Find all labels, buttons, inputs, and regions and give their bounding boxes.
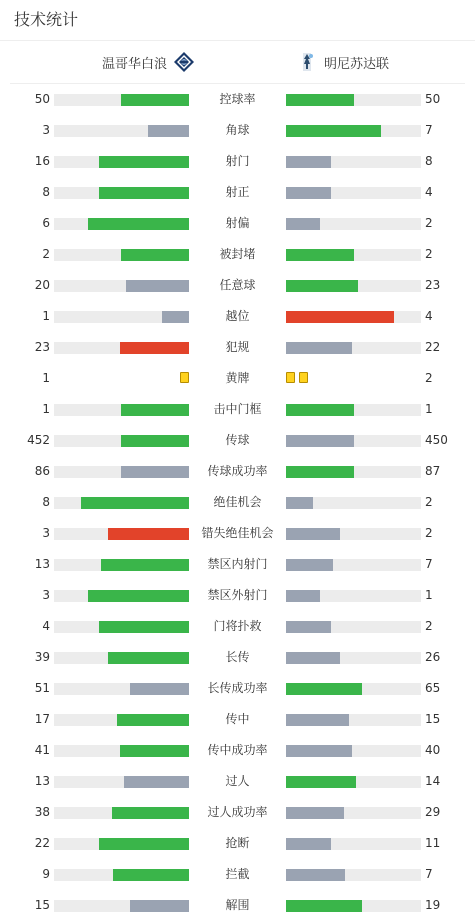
away-stat-value: 65 bbox=[425, 681, 441, 695]
away-stat-bar bbox=[286, 714, 421, 726]
away-stat-bar-fill bbox=[286, 497, 313, 509]
home-stat-value: 51 bbox=[34, 681, 50, 695]
stat-label: 传球 bbox=[225, 433, 250, 447]
home-stat-bar-fill bbox=[130, 900, 189, 912]
home-stat-value: 22 bbox=[34, 836, 50, 850]
home-stat-bar-fill bbox=[121, 466, 189, 478]
away-stat-bar-fill bbox=[286, 714, 349, 726]
away-stat-bar bbox=[286, 156, 421, 168]
home-stat-value: 4 bbox=[42, 619, 50, 633]
stat-row bbox=[0, 766, 475, 797]
away-stat-bar-fill bbox=[286, 466, 354, 478]
home-stat-bar-fill bbox=[120, 342, 189, 354]
home-stat-value: 13 bbox=[34, 557, 50, 571]
stat-row bbox=[0, 270, 475, 301]
stat-label: 传中成功率 bbox=[207, 743, 268, 757]
home-stat-value: 50 bbox=[34, 92, 50, 106]
home-stat-value: 1 bbox=[42, 309, 50, 323]
away-stat-bar-fill bbox=[286, 528, 340, 540]
stat-row bbox=[0, 84, 475, 115]
stat-row bbox=[0, 301, 475, 332]
stat-row bbox=[0, 425, 475, 456]
away-stat-bar bbox=[286, 187, 421, 199]
home-stat-bar-fill bbox=[108, 652, 189, 664]
away-stat-bar-fill bbox=[286, 187, 331, 199]
home-stat-value: 2 bbox=[42, 247, 50, 261]
away-stat-bar-fill bbox=[286, 311, 394, 323]
stat-row bbox=[0, 735, 475, 766]
home-stat-bar-fill bbox=[108, 528, 189, 540]
home-stat-bar bbox=[54, 714, 189, 726]
home-stat-bar bbox=[54, 497, 189, 509]
home-stat-value: 8 bbox=[42, 185, 50, 199]
away-stat-value: 4 bbox=[425, 185, 433, 199]
away-stat-bar bbox=[286, 776, 421, 788]
home-stat-value: 3 bbox=[42, 123, 50, 137]
away-stat-bar bbox=[286, 559, 421, 571]
home-stat-value: 20 bbox=[34, 278, 50, 292]
stat-label: 黄牌 bbox=[225, 371, 250, 385]
stat-label: 犯规 bbox=[225, 340, 250, 354]
away-stat-bar bbox=[286, 125, 421, 137]
stat-label: 传球成功率 bbox=[207, 464, 268, 478]
away-stat-bar bbox=[286, 249, 421, 261]
stat-row bbox=[0, 890, 475, 921]
stat-row bbox=[0, 115, 475, 146]
stat-row bbox=[0, 828, 475, 859]
home-team-name: 温哥华白浪 bbox=[102, 56, 168, 72]
home-stat-value: 1 bbox=[42, 371, 50, 385]
home-stat-bar-fill bbox=[121, 249, 189, 261]
stat-row bbox=[0, 332, 475, 363]
home-stat-bar-fill bbox=[99, 187, 189, 199]
away-stat-bar bbox=[286, 838, 421, 850]
away-stat-bar bbox=[286, 280, 421, 292]
away-stat-value: 22 bbox=[425, 340, 441, 354]
home-stat-bar bbox=[54, 900, 189, 912]
away-stat-value: 7 bbox=[425, 867, 433, 881]
stat-label: 绝佳机会 bbox=[213, 495, 262, 509]
away-stat-value: 7 bbox=[425, 557, 433, 571]
home-stat-bar-fill bbox=[112, 807, 189, 819]
home-stat-bar-fill bbox=[99, 838, 189, 850]
home-stat-value: 8 bbox=[42, 495, 50, 509]
home-stat-bar-fill bbox=[113, 869, 189, 881]
away-stat-value: 2 bbox=[425, 247, 433, 261]
home-stat-bar-fill bbox=[88, 590, 189, 602]
stat-row bbox=[0, 704, 475, 735]
home-stat-bar bbox=[54, 590, 189, 602]
home-stat-bar bbox=[54, 280, 189, 292]
home-stat-value: 16 bbox=[34, 154, 50, 168]
home-stat-value: 38 bbox=[34, 805, 50, 819]
stat-label: 过人成功率 bbox=[207, 805, 268, 819]
stat-label: 击中门框 bbox=[213, 402, 262, 416]
home-stat-bar-fill bbox=[99, 621, 189, 633]
home-stat-bar-fill bbox=[81, 497, 189, 509]
yellow-card-icon bbox=[299, 372, 308, 383]
away-stat-bar bbox=[286, 497, 421, 509]
away-team[interactable] bbox=[296, 51, 389, 73]
away-stat-value: 29 bbox=[425, 805, 441, 819]
home-stat-bar-fill bbox=[88, 218, 189, 230]
away-stat-bar bbox=[286, 590, 421, 602]
away-stat-value: 1 bbox=[425, 402, 433, 416]
away-stat-bar-fill bbox=[286, 249, 354, 261]
stat-label: 长传成功率 bbox=[207, 681, 268, 695]
home-stat-value: 86 bbox=[34, 464, 50, 478]
away-stat-bar-fill bbox=[286, 218, 320, 230]
stat-row bbox=[0, 487, 475, 518]
away-stat-value: 19 bbox=[425, 898, 441, 912]
away-stat-bar bbox=[286, 342, 421, 354]
away-stat-value: 50 bbox=[425, 92, 441, 106]
away-stat-bar bbox=[286, 621, 421, 633]
stat-label: 传中 bbox=[225, 712, 250, 726]
away-stat-value: 87 bbox=[425, 464, 441, 478]
away-stat-bar-fill bbox=[286, 621, 331, 633]
home-stat-bar bbox=[54, 869, 189, 881]
away-stat-value: 40 bbox=[425, 743, 441, 757]
away-stat-bar bbox=[286, 900, 421, 912]
away-team-logo-icon bbox=[296, 51, 318, 73]
home-stat-bar bbox=[54, 745, 189, 757]
home-stat-bar-fill bbox=[121, 404, 189, 416]
away-stat-bar-fill bbox=[286, 94, 354, 106]
home-stat-value: 3 bbox=[42, 526, 50, 540]
away-stat-bar-fill bbox=[286, 683, 362, 695]
stat-label: 解围 bbox=[225, 898, 250, 912]
home-stat-bar bbox=[54, 311, 189, 323]
away-stat-bar bbox=[286, 683, 421, 695]
stat-row bbox=[0, 642, 475, 673]
away-stat-bar-fill bbox=[286, 404, 354, 416]
home-stat-bar-fill bbox=[101, 559, 189, 571]
stat-label: 被封堵 bbox=[219, 247, 256, 261]
teams-header bbox=[10, 41, 465, 84]
away-stat-bar bbox=[286, 94, 421, 106]
away-stat-bar bbox=[286, 652, 421, 664]
home-stat-bar-fill bbox=[148, 125, 189, 137]
away-stat-bar bbox=[286, 311, 421, 323]
away-stat-value: 8 bbox=[425, 154, 433, 168]
stat-row bbox=[0, 394, 475, 425]
away-stat-bar bbox=[286, 528, 421, 540]
away-stat-bar-fill bbox=[286, 807, 344, 819]
away-stat-bar bbox=[286, 745, 421, 757]
away-stat-bar-fill bbox=[286, 900, 362, 912]
away-stat-bar bbox=[286, 404, 421, 416]
home-stat-bar bbox=[54, 776, 189, 788]
home-stat-bar-fill bbox=[120, 745, 189, 757]
home-stat-value: 9 bbox=[42, 867, 50, 881]
away-stat-bar-fill bbox=[286, 280, 358, 292]
home-team-logo-icon bbox=[173, 51, 195, 73]
stat-label: 角球 bbox=[225, 123, 250, 137]
home-stat-bar bbox=[54, 156, 189, 168]
stat-label: 过人 bbox=[225, 774, 250, 788]
away-stat-bar-fill bbox=[286, 559, 333, 571]
home-stat-value: 23 bbox=[34, 340, 50, 354]
home-stat-bar-fill bbox=[162, 311, 189, 323]
away-stat-bar bbox=[286, 218, 421, 230]
yellow-card-icon bbox=[286, 372, 295, 383]
stat-row bbox=[0, 363, 475, 394]
away-stat-value: 11 bbox=[425, 836, 441, 850]
away-stat-bar-fill bbox=[286, 776, 356, 788]
away-stat-value: 2 bbox=[425, 216, 433, 230]
page-title: 技术统计 bbox=[0, 0, 475, 41]
stat-label: 越位 bbox=[225, 309, 250, 323]
stat-row bbox=[0, 797, 475, 828]
home-stat-value: 39 bbox=[34, 650, 50, 664]
stat-label: 禁区内射门 bbox=[207, 557, 268, 571]
home-stat-bar-fill bbox=[130, 683, 189, 695]
home-stat-bar bbox=[54, 559, 189, 571]
away-stat-bar bbox=[286, 869, 421, 881]
home-stat-bar bbox=[54, 94, 189, 106]
away-stat-value: 450 bbox=[425, 433, 448, 447]
away-stat-bar-fill bbox=[286, 652, 340, 664]
home-stat-bar bbox=[54, 528, 189, 540]
home-stat-bar bbox=[54, 652, 189, 664]
stat-row bbox=[0, 208, 475, 239]
stat-row bbox=[0, 611, 475, 642]
away-stat-bar bbox=[286, 435, 421, 447]
home-stat-value: 13 bbox=[34, 774, 50, 788]
stat-label: 射门 bbox=[225, 154, 250, 168]
away-stat-bar-fill bbox=[286, 869, 345, 881]
stat-label: 错失绝佳机会 bbox=[201, 526, 274, 540]
away-stat-value: 2 bbox=[425, 619, 433, 633]
away-stat-value: 23 bbox=[425, 278, 441, 292]
away-stat-value: 14 bbox=[425, 774, 441, 788]
away-stat-bar-fill bbox=[286, 590, 320, 602]
stat-row bbox=[0, 518, 475, 549]
stat-row bbox=[0, 456, 475, 487]
stat-label: 长传 bbox=[225, 650, 250, 664]
stat-label: 射正 bbox=[225, 185, 250, 199]
home-stat-bar bbox=[54, 342, 189, 354]
home-stat-bar-fill bbox=[121, 435, 189, 447]
home-stat-bar-fill bbox=[124, 776, 189, 788]
home-team[interactable] bbox=[102, 51, 195, 73]
stat-row bbox=[0, 549, 475, 580]
home-stat-bar bbox=[54, 838, 189, 850]
stats-list bbox=[0, 84, 475, 921]
away-stat-value: 15 bbox=[425, 712, 441, 726]
away-stat-value: 2 bbox=[425, 371, 433, 385]
away-stat-value: 26 bbox=[425, 650, 441, 664]
home-stat-bar bbox=[54, 466, 189, 478]
home-stat-bar bbox=[54, 683, 189, 695]
away-stat-bar-fill bbox=[286, 125, 381, 137]
stat-label: 抢断 bbox=[225, 836, 250, 850]
home-stat-bar-fill bbox=[99, 156, 189, 168]
home-stat-bar bbox=[54, 435, 189, 447]
home-stat-value: 3 bbox=[42, 588, 50, 602]
home-stat-value: 17 bbox=[34, 712, 50, 726]
away-stat-bar bbox=[286, 466, 421, 478]
away-stat-bar-fill bbox=[286, 342, 352, 354]
away-stat-bar-fill bbox=[286, 838, 331, 850]
home-yellow-cards bbox=[180, 372, 189, 383]
away-stat-bar-fill bbox=[286, 435, 354, 447]
away-stat-bar-fill bbox=[286, 745, 352, 757]
away-team-name: 明尼苏达联 bbox=[324, 56, 390, 72]
home-stat-bar bbox=[54, 404, 189, 416]
stat-label: 控球率 bbox=[219, 92, 256, 106]
stat-row bbox=[0, 239, 475, 270]
stat-label: 门将扑救 bbox=[213, 619, 262, 633]
yellow-card-icon bbox=[180, 372, 189, 383]
away-stat-value: 4 bbox=[425, 309, 433, 323]
home-stat-value: 15 bbox=[34, 898, 50, 912]
stat-label: 禁区外射门 bbox=[207, 588, 268, 602]
home-stat-value: 1 bbox=[42, 402, 50, 416]
home-stat-bar-fill bbox=[126, 280, 189, 292]
home-stat-bar-fill bbox=[117, 714, 189, 726]
stat-label: 拦截 bbox=[225, 867, 250, 881]
home-stat-bar bbox=[54, 249, 189, 261]
stat-row bbox=[0, 146, 475, 177]
away-stat-value: 1 bbox=[425, 588, 433, 602]
stat-row bbox=[0, 580, 475, 611]
home-stat-value: 452 bbox=[27, 433, 50, 447]
stat-label: 任意球 bbox=[219, 278, 256, 292]
stat-label: 射偏 bbox=[225, 216, 250, 230]
home-stat-value: 6 bbox=[42, 216, 50, 230]
away-stat-bar bbox=[286, 807, 421, 819]
home-stat-value: 41 bbox=[34, 743, 50, 757]
stat-row bbox=[0, 673, 475, 704]
home-stat-bar-fill bbox=[121, 94, 189, 106]
away-yellow-cards bbox=[286, 372, 308, 383]
home-stat-bar bbox=[54, 187, 189, 199]
away-stat-value: 2 bbox=[425, 495, 433, 509]
stat-row bbox=[0, 177, 475, 208]
home-stat-bar bbox=[54, 218, 189, 230]
away-stat-value: 2 bbox=[425, 526, 433, 540]
away-stat-bar-fill bbox=[286, 156, 331, 168]
home-stat-bar bbox=[54, 621, 189, 633]
home-stat-bar bbox=[54, 807, 189, 819]
stat-row bbox=[0, 859, 475, 890]
home-stat-bar bbox=[54, 125, 189, 137]
away-stat-value: 7 bbox=[425, 123, 433, 137]
